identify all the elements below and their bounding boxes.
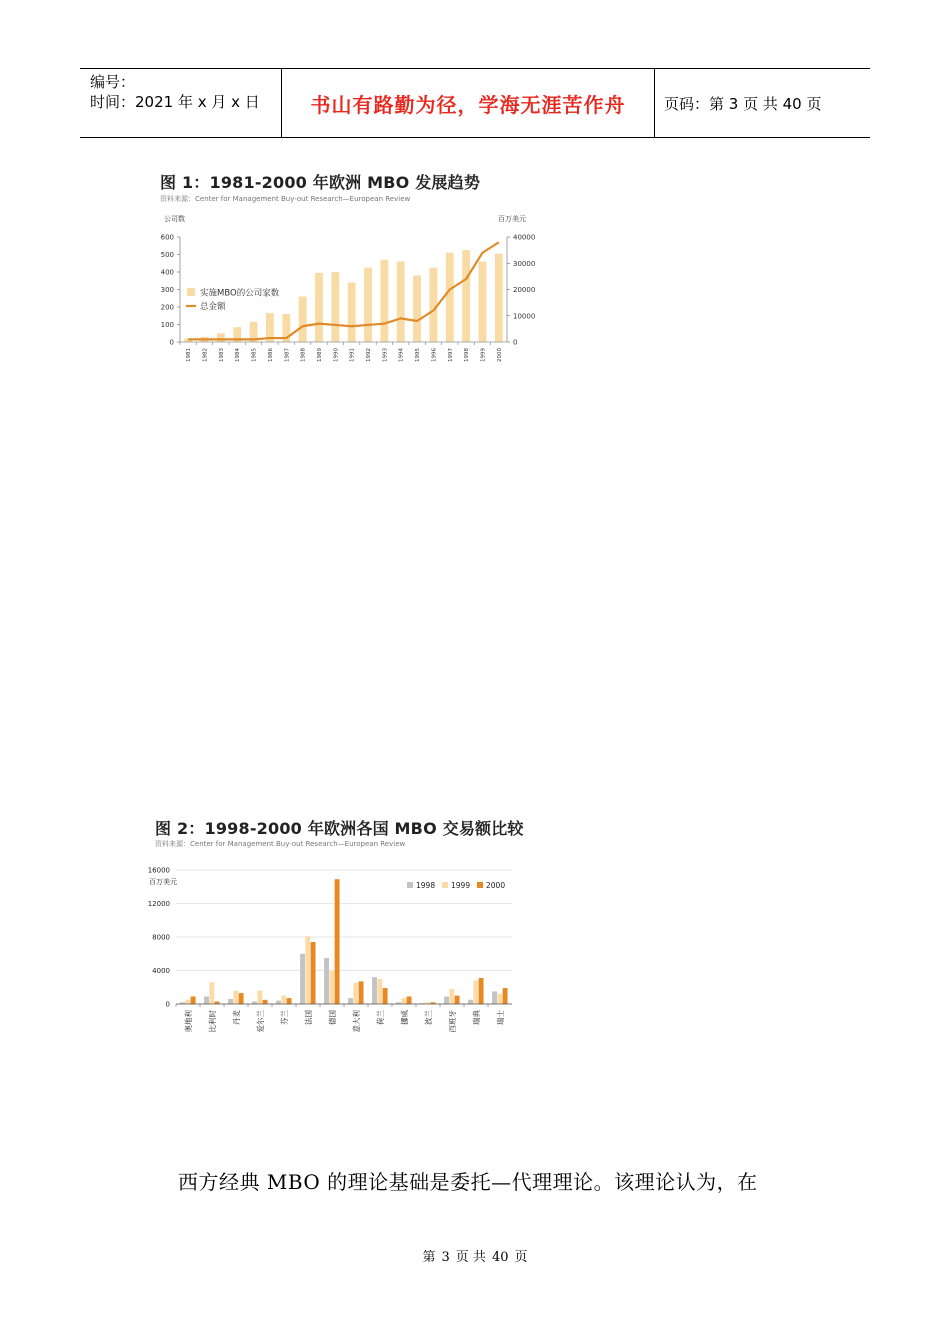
legend-label-2000: 2000 — [486, 881, 506, 890]
x-tick-label: 1994 — [398, 348, 405, 362]
bar-挪威-2000 — [407, 996, 412, 1004]
page-footer — [0, 1246, 950, 1265]
bar-瑞士-1998 — [492, 991, 497, 1004]
legend-bar-label: 实施MBO的公司家数 — [200, 288, 280, 299]
footer-page: 3 — [441, 1250, 450, 1265]
body-paragraph: 西方经典 MBO 的理论基础是委托—代理理论。该理论认为，在 — [178, 1170, 758, 1194]
bar-1997 — [446, 253, 454, 342]
x-tick-label: 1999 — [480, 348, 487, 362]
legend-swatch-1999 — [442, 882, 448, 888]
bar-丹麦-2000 — [239, 993, 244, 1004]
bar-1995 — [413, 276, 421, 343]
footer-mid: 页 共 — [455, 1250, 486, 1265]
y-left-tick-label: 0 — [169, 338, 174, 347]
x-tick-label: 1981 — [186, 348, 193, 362]
footer-suffix: 页 — [514, 1250, 528, 1265]
bar-爱尔兰-1999 — [257, 991, 262, 1004]
bar-1988 — [299, 297, 307, 343]
y-left-tick-label: 100 — [160, 321, 174, 329]
bar-比利时-2000 — [215, 1001, 220, 1004]
bar-意大利-1999 — [353, 983, 358, 1004]
y-right-tick-label: 20000 — [513, 286, 536, 294]
legend-line-label: 总金额 — [200, 302, 226, 312]
bar-奥地利-2000 — [191, 996, 196, 1004]
x-tick-label: 1986 — [267, 348, 274, 362]
bar-瑞典-1998 — [468, 1000, 473, 1004]
x-tick-label: 1988 — [300, 348, 307, 362]
bar-1994 — [397, 262, 405, 343]
bar-1989 — [315, 273, 323, 342]
y-axis-right-label: 百万美元 — [498, 215, 526, 223]
bar-德国-1998 — [324, 958, 329, 1004]
x-tick-label: 1989 — [316, 348, 323, 362]
bar-1990 — [331, 272, 339, 342]
footer-total: 40 — [491, 1250, 509, 1265]
x-tick-label: 瑞士 — [496, 1010, 505, 1025]
x-tick-label: 1984 — [235, 348, 242, 362]
x-tick-label: 芬兰 — [280, 1010, 289, 1025]
bar-西班牙-2000 — [455, 996, 460, 1004]
x-tick-label: 奥地利 — [184, 1010, 193, 1033]
y-tick-label: 12000 — [147, 900, 170, 908]
figure2-title: 图 2：1998-2000 年欧洲各国 MBO 交易额比较 — [155, 819, 524, 838]
bar-1993 — [380, 260, 388, 342]
x-tick-label: 比利时 — [208, 1010, 217, 1033]
bar-德国-1999 — [329, 971, 334, 1005]
header-meta — [80, 69, 280, 137]
figure2-source: 资料来源：Center for Management Buy-out Research—European Review — [155, 840, 406, 848]
bar-1999 — [479, 262, 487, 343]
y-tick-label: 0 — [165, 1000, 170, 1009]
bar-芬兰-2000 — [287, 998, 292, 1004]
bar-法国-1998 — [300, 954, 305, 1004]
x-tick-label: 爱尔兰 — [256, 1010, 265, 1033]
x-tick-label: 1995 — [415, 348, 422, 362]
x-tick-label: 1991 — [349, 348, 356, 362]
bar-爱尔兰-2000 — [263, 1000, 268, 1004]
bar-荷兰-1999 — [377, 979, 382, 1004]
bar-瑞典-2000 — [479, 978, 484, 1004]
bar-1991 — [348, 283, 356, 343]
x-tick-label: 1985 — [251, 348, 258, 362]
x-tick-label: 1982 — [202, 348, 209, 362]
x-tick-label: 瑞典 — [472, 1010, 481, 1025]
y-right-tick-label: 40000 — [513, 233, 536, 242]
y-tick-label: 4000 — [152, 967, 170, 975]
bar-荷兰-1998 — [372, 977, 377, 1004]
x-tick-label: 挪威 — [400, 1010, 409, 1025]
bar-挪威-1999 — [401, 998, 406, 1004]
bar-丹麦-1998 — [228, 999, 233, 1004]
bar-丹麦-1999 — [233, 991, 238, 1004]
figure1-chart — [150, 205, 540, 380]
bar-1998 — [462, 250, 470, 342]
y-right-tick-label: 30000 — [513, 259, 536, 268]
legend-swatch-2000 — [477, 882, 483, 888]
x-tick-label: 波兰 — [424, 1010, 433, 1025]
header-page-info: 页码：第 3 页 共 40 页 — [664, 94, 822, 113]
bar-瑞典-1999 — [473, 981, 478, 1004]
figure2-chart — [140, 858, 525, 1050]
bar-西班牙-1999 — [449, 989, 454, 1004]
bar-西班牙-1998 — [444, 996, 449, 1004]
x-tick-label: 1997 — [447, 348, 454, 362]
y-left-tick-label: 200 — [160, 303, 174, 312]
page-header — [80, 68, 870, 138]
x-tick-label: 西班牙 — [448, 1010, 457, 1033]
bar-荷兰-2000 — [383, 988, 388, 1004]
x-tick-label: 1990 — [333, 348, 340, 362]
y-left-tick-label: 300 — [160, 286, 174, 294]
legend-label-1998: 1998 — [416, 881, 436, 890]
bar-奥地利-1999 — [185, 1000, 190, 1004]
x-tick-label: 1992 — [366, 348, 373, 362]
y-axis-label: 百万美元 — [149, 878, 177, 886]
bar-法国-2000 — [311, 942, 316, 1004]
bar-瑞士-2000 — [503, 988, 508, 1004]
x-tick-label: 1993 — [382, 348, 389, 362]
y-tick-label: 8000 — [152, 933, 170, 942]
x-tick-label: 荷兰 — [376, 1010, 385, 1025]
x-tick-label: 1998 — [464, 348, 471, 362]
x-tick-label: 法国 — [304, 1010, 313, 1025]
y-axis-left-label: 公司数 — [164, 215, 185, 223]
bar-2000 — [495, 254, 503, 342]
y-left-tick-label: 600 — [160, 233, 174, 242]
legend-label-1999: 1999 — [451, 881, 471, 890]
bar-1996 — [430, 268, 438, 342]
bar-法国-1999 — [305, 936, 310, 1004]
bar-爱尔兰-1998 — [252, 1001, 257, 1004]
bar-比利时-1999 — [209, 982, 214, 1004]
y-right-tick-label: 10000 — [513, 312, 536, 321]
x-tick-label: 意大利 — [352, 1010, 361, 1033]
legend-swatch-1998 — [407, 882, 413, 888]
figure1-title: 图 1：1981-2000 年欧洲 MBO 发展趋势 — [160, 173, 481, 192]
x-tick-label: 1987 — [284, 348, 291, 362]
y-tick-label: 16000 — [147, 866, 170, 875]
y-left-tick-label: 500 — [160, 251, 174, 259]
x-tick-label: 丹麦 — [232, 1010, 241, 1025]
bar-1983 — [217, 333, 225, 342]
footer-prefix: 第 — [422, 1250, 436, 1265]
bar-1992 — [364, 268, 372, 342]
x-tick-label: 1996 — [431, 348, 438, 362]
x-tick-label: 1983 — [218, 348, 225, 362]
bar-意大利-1998 — [348, 998, 353, 1004]
figure1-source: 资料来源：Center for Management Buy-out Research—European Review — [160, 195, 411, 203]
x-tick-label: 德国 — [328, 1010, 337, 1025]
bar-瑞士-1999 — [497, 994, 502, 1004]
y-left-tick-label: 400 — [160, 268, 174, 277]
bar-芬兰-1998 — [276, 1001, 281, 1004]
bar-意大利-2000 — [359, 981, 364, 1004]
x-tick-label: 2000 — [496, 348, 503, 362]
bar-德国-2000 — [335, 879, 340, 1004]
y-right-tick-label: 0 — [513, 338, 518, 347]
legend-bar-swatch — [187, 288, 195, 296]
date-label: 时间：2021 年 x 月 x 日 — [90, 93, 260, 111]
bar-芬兰-1999 — [281, 996, 286, 1004]
serial-label: 编号： — [90, 73, 136, 91]
bar-比利时-1998 — [204, 996, 209, 1004]
header-motto: 书山有路勤为径，学海无涯苦作舟 — [281, 69, 655, 137]
